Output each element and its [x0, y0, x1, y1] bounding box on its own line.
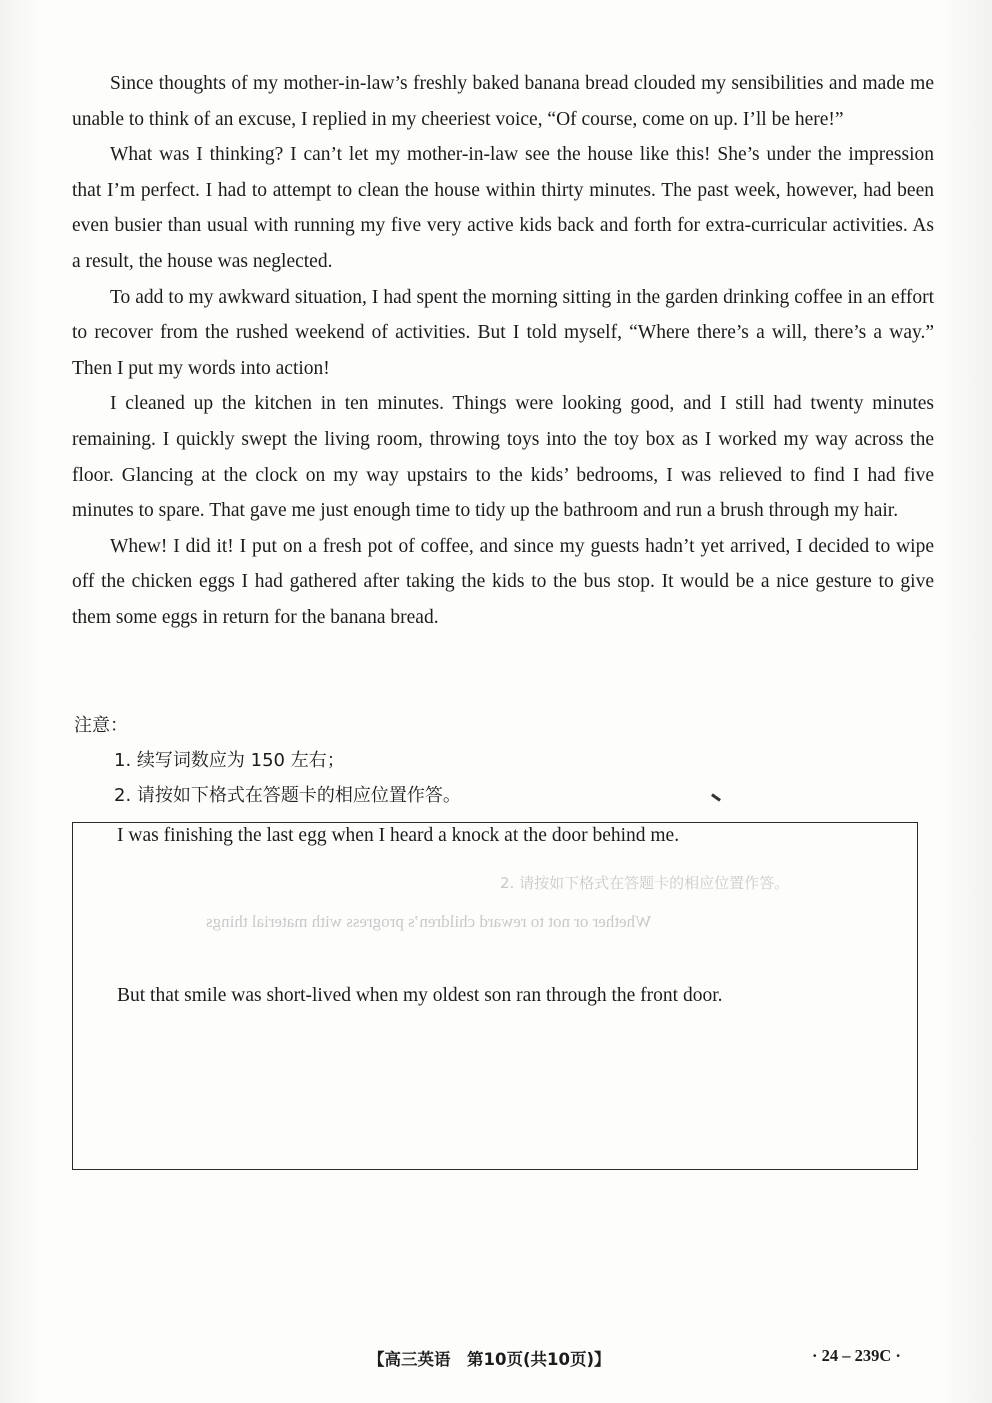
page-edge-shadow-left	[0, 0, 40, 1403]
notes-heading: 注意：	[74, 715, 128, 736]
footer-page-label: 【高三英语 第10页(共10页)】	[368, 1350, 611, 1369]
answer-prompt-second-line: But that smile was short-lived when my oldest son ran through the front door.	[117, 985, 723, 1006]
continuation-passage	[72, 66, 934, 636]
note-item: 1. 续写词数应为 150 左右；	[114, 750, 345, 771]
bleed-through-text: Whether or not to reward children’s progress with material things	[206, 912, 652, 931]
footer-exam-code: · 24 – 239C ·	[812, 1346, 901, 1365]
answer-box	[72, 822, 918, 1170]
passage-paragraph: To add to my awkward situation, I had spent the morning sitting in the garden drinking coffee in an effort to recover from the rushed weekend of activities. But I told myself, “Where there’s a will, there’s a way.” Then I put my words into action!	[72, 286, 934, 379]
bleed-through-text: 2. 请按如下格式在答题卡的相应位置作答。	[500, 874, 790, 892]
pen-mark	[711, 793, 721, 801]
passage-paragraph: Whew! I did it! I put on a fresh pot of coffee, and since my guests hadn’t yet arrived, I decided to wipe off the chicken eggs I had gathered after taking the kids to the bus stop. It would be a nice gesture to give them some eggs in return for the banana bread.	[72, 535, 934, 628]
passage-paragraph: I cleaned up the kitchen in ten minutes. Things were looking good, and I still had twenty minutes remaining. I quickly swept the living room, throwing toys into the toy box as I worked my way across the floor. Glancing at the clock on my way upstairs to the kids’ bedrooms, I was relieved to find I had five minutes to spare. That gave me just enough time to tidy up the bathroom and run a brush through my hair.	[72, 393, 934, 522]
passage-paragraph: Since thoughts of my mother-in-law’s freshly baked banana bread clouded my sensibilities and made me unable to think of an excuse, I replied in my cheeriest voice, “Of course, come on up. I’ll be here!”	[72, 73, 934, 130]
passage-paragraph: What was I thinking? I can’t let my mother-in-law see the house like this! She’s under the impression that I’m perfect. I had to attempt to clean the house within thirty minutes. The past week, however, had been even busier than usual with running my five very active kids back and forth for extra-curricular activities. As a result, the house was neglected.	[72, 144, 934, 272]
note-item: 2. 请按如下格式在答题卡的相应位置作答。	[114, 785, 461, 806]
instructions-notes	[74, 708, 461, 813]
page-footer	[0, 1346, 992, 1376]
page-edge-shadow-right	[942, 0, 992, 1403]
answer-prompt-first-line: I was finishing the last egg when I heard a knock at the door behind me.	[117, 825, 680, 846]
